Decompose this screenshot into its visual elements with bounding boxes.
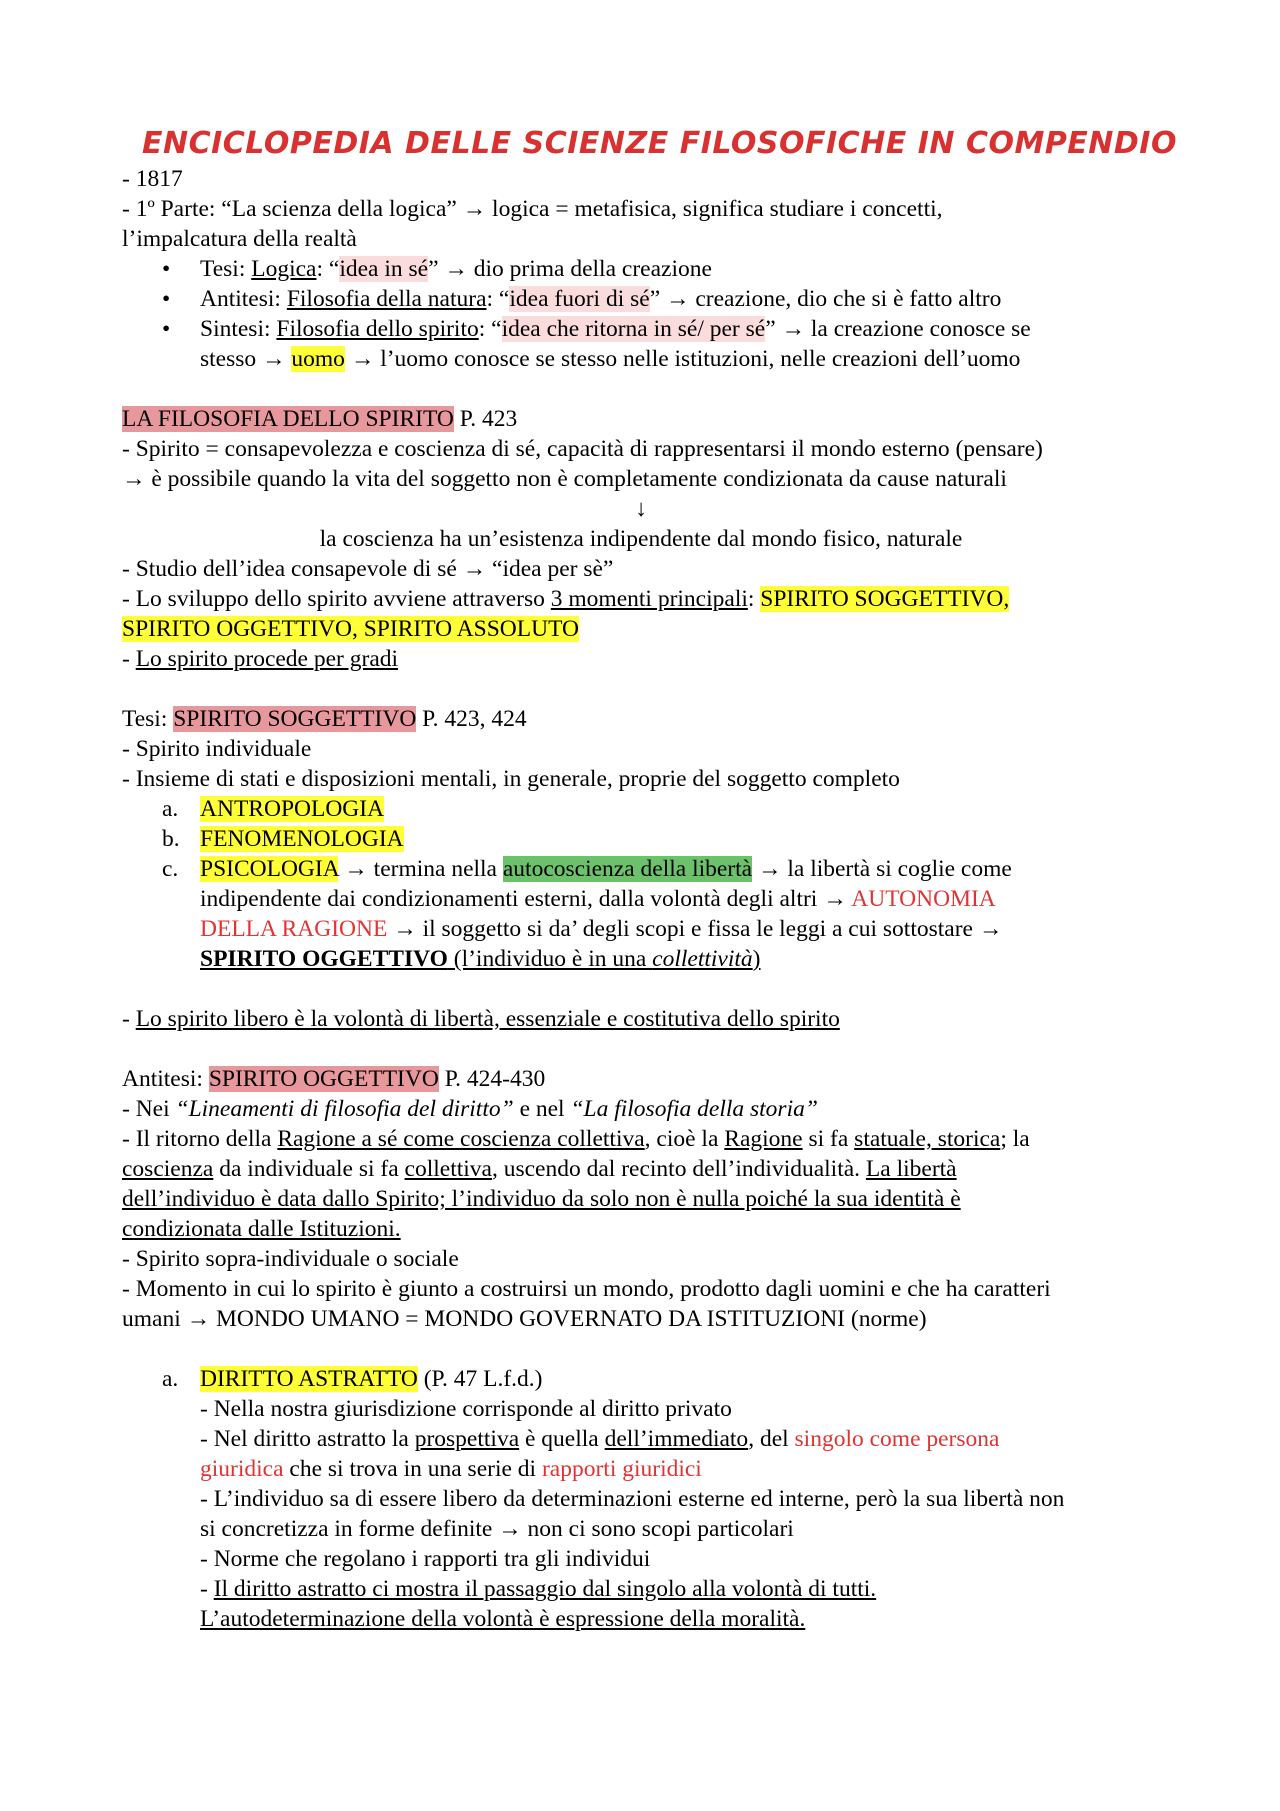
page-reference: (P. 47 L.f.d.) [417,1366,543,1392]
bullet-term: Logica [251,256,317,282]
bullet-term: Filosofia della natura [286,286,487,312]
intro-part-line: - 1º Parte: “La scienza della logica” → logica = metafisica, significa studiare i concetti, [122,196,943,222]
bullet-text: stesso → [200,346,292,372]
highlight-pink: idea che ritorna in sé/ per sé [501,316,766,342]
bullet-text: ” → creazione, dio che si è fatto altro [649,286,1002,312]
section-heading: SPIRITO SOGGETTIVO [173,706,417,732]
body-line: - Nella nostra giurisdizione corrisponde al diritto privato [200,1396,732,1422]
underlined-text: Lo spirito procede per gradi [135,646,399,672]
italic-text: “La filosofia della storia” [570,1096,818,1122]
bullet-icon: • [162,316,171,342]
body-text: - [122,646,136,672]
underlined-text: 3 momenti principali [550,586,748,612]
section-label: Tesi: [122,706,174,732]
red-text: singolo come persona [794,1426,1000,1452]
soggettivo-list [122,794,1160,974]
body-line: - Spirito individuale [122,736,312,762]
page-reference: P. 423, 424 [416,706,527,732]
body-text: , uscendo dal recinto dell’individualità. [491,1156,866,1182]
body-line: umani → MONDO UMANO = MONDO GOVERNATO DA ISTITUZIONI (norme) [122,1306,927,1332]
diritto-list [122,1364,1160,1634]
highlight-green: autocoscienza della libertà [502,856,753,882]
body-text: - Il ritorno della [122,1126,278,1152]
page-title: ENCICLOPEDIA DELLE SCIENZE FILOSOFICHE IN COMPENDIO [142,126,1177,161]
oggettivo-section [122,1064,1160,1334]
body-text: ; la [1000,1126,1030,1152]
body-text: , del [748,1426,795,1452]
underlined-line: L’autodeterminazione della volontà è espressione della moralità. [200,1606,806,1632]
underlined-text: dell’immediato [604,1426,749,1452]
bullet-text: : “ [316,256,340,282]
bullet-icon: • [162,256,171,282]
body-line: - Momento in cui lo spirito è giunto a costruirsi un mondo, prodotto dagli uomini e che ha caratteri [122,1276,1051,1302]
red-text: DELLA RAGIONE [200,916,388,942]
body-text: è quella [519,1426,605,1452]
list-item [162,1364,1160,1634]
bullet-text: ” → dio prima della creazione [428,256,712,282]
body-text: : [747,586,761,612]
list-item [162,254,1160,284]
list-item [162,854,1160,974]
filosofia-section [122,404,1160,674]
list-item [162,284,1160,314]
intro-year: - 1817 [122,166,183,192]
underlined-text: Lo spirito libero è la volontà di libertà, essenziale e costitutiva dello spirito [135,1006,840,1032]
body-line: - Spirito sopra-individuale o sociale [122,1246,459,1272]
red-text: giuridica [200,1456,284,1482]
underlined-text: Il diritto astratto ci mostra il passaggio dal singolo alla volontà di tutti. [213,1576,877,1602]
body-line: → è possibile quando la vita del soggetto non è completamente condizionata da cause naturali [122,466,1007,492]
italic-text: “Lineamenti di filosofia del diritto” [175,1096,514,1122]
section-heading: SPIRITO OGGETTIVO [208,1066,439,1092]
body-text: ) [752,946,761,972]
highlight-yellow: DIRITTO ASTRATTO [200,1366,418,1392]
soggettivo-section [122,704,1160,1034]
highlight-yellow: FENOMENOLOGIA [200,826,404,852]
intro-bullet-list [122,254,1160,374]
highlight-yellow: uomo [291,346,345,372]
highlight-yellow: SPIRITO OGGETTIVO, SPIRITO ASSOLUTO [122,616,579,642]
highlight-yellow: ANTROPOLOGIA [200,796,385,822]
italic-text: collettività [652,946,753,972]
bullet-text: : “ [486,286,510,312]
bullet-text: ” → la creazione conosce se [765,316,1031,342]
list-item [162,314,1160,374]
highlight-yellow: PSICOLOGIA [200,856,339,882]
underlined-text: statuale, storica [854,1126,1001,1152]
underlined-text: prospettiva [414,1426,520,1452]
bullet-label: Sintesi: [200,316,277,342]
intro-part-line: l’impalcatura della realtà [122,226,357,252]
bullet-label: Tesi: [200,256,252,282]
body-text: - [122,1006,136,1032]
body-text: da individuale si fa [213,1156,405,1182]
body-line: - Spirito = consapevolezza e coscienza di sé, capacità di rappresentarsi il mondo esterno (pensare) [122,436,1043,462]
body-text: , cioè la [644,1126,725,1152]
red-text: rapporti giuridici [541,1456,702,1482]
bullet-term: Filosofia dello spirito [276,316,479,342]
list-item [162,824,1160,854]
underlined-text: La libertà [865,1156,957,1182]
highlight-yellow: SPIRITO SOGGETTIVO, [760,586,1010,612]
underlined-text: collettiva [404,1156,492,1182]
body-text: e nel [513,1096,571,1122]
body-line: - L’individuo sa di essere libero da determinazioni esterne ed interne, però la sua libertà non [200,1486,1065,1512]
underlined-text: Ragione [724,1126,803,1152]
body-text: → il soggetto si da’ degli scopi e fissa le leggi a cui sottostare → [387,916,1003,942]
underlined-text: Ragione a sé come coscienza collettiva [277,1126,645,1152]
section-label: Antitesi: [122,1066,209,1092]
underlined-text: coscienza [122,1156,214,1182]
body-text: - Nel diritto astratto la [200,1426,415,1452]
page-reference: P. 424-430 [438,1066,546,1092]
body-line: si concretizza in forme definite → non ci sono scopi particolari [200,1516,794,1542]
body-text: indipendente dai condizionamenti esterni, dalla volontà degli altri → [200,886,852,912]
body-text: - Lo sviluppo dello spirito avviene attraverso [122,586,551,612]
list-marker: b. [162,826,180,852]
list-marker: c. [162,856,179,882]
body-text: (l’individuo è in una [447,946,653,972]
highlight-pink: idea in sé [339,256,429,282]
bullet-text: → l’uomo conosce se stesso nelle istituzioni, nelle creazioni dell’uomo [344,346,1021,372]
section-heading: LA FILOSOFIA DELLO SPIRITO [122,406,454,432]
diritto-section [122,1364,1160,1634]
page-reference: P. 423 [453,406,518,432]
body-line: - Norme che regolano i rapporti tra gli individui [200,1546,651,1572]
bullet-icon: • [162,286,171,312]
body-text: - Nei [122,1096,176,1122]
underlined-line: condizionata dalle Istituzioni. [122,1216,401,1242]
body-text: → la libertà si coglie come [752,856,1012,882]
bold-text: SPIRITO OGGETTIVO [200,946,448,972]
body-text: si fa [802,1126,855,1152]
bullet-text: : “ [478,316,502,342]
highlight-pink: idea fuori di sé [509,286,650,312]
list-marker: a. [162,796,179,822]
body-text: che si trova in una serie di [283,1456,542,1482]
list-item [162,794,1160,824]
body-text: - [200,1576,214,1602]
list-marker: a. [162,1366,179,1392]
body-line: - Insieme di stati e disposizioni mentali, in generale, proprie del soggetto completo [122,766,900,792]
red-text: AUTONOMIA [851,886,996,912]
intro-section [122,164,1160,374]
bullet-label: Antitesi: [200,286,287,312]
body-line: - Studio dell’idea consapevole di sé → “idea per sè” [122,556,614,582]
down-arrow-icon: ↓ [635,496,647,522]
body-text: → termina nella [338,856,503,882]
body-line: la coscienza ha un’esistenza indipendente dal mondo fisico, naturale [319,526,963,552]
underlined-line: dell’individuo è data dallo Spirito; l’individuo da solo non è nulla poiché la sua identità è [122,1186,961,1212]
